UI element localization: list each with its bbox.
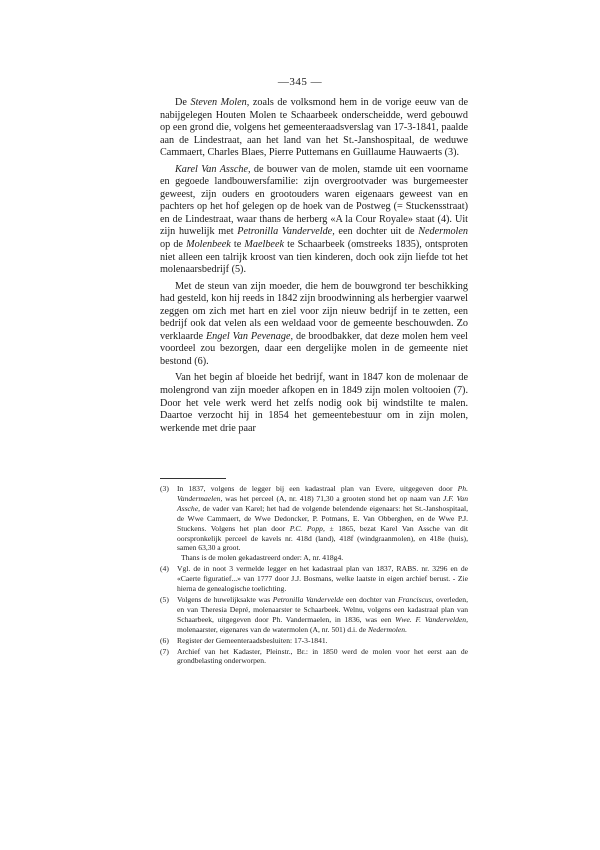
footnote xyxy=(160,564,468,594)
text-span: Volgens de huwelijksakte was xyxy=(177,594,273,604)
italic-name: Wwe. F. Vandervelden, xyxy=(395,614,468,624)
footnote-number: (6) xyxy=(160,635,169,645)
footnote-text: Archief van het Kadaster, Pleinstr., Br.: in 1850 werd de molen voor het eerst aan de grondbelasting onderworpen. xyxy=(177,646,468,666)
italic-name: Nedermolen xyxy=(418,226,468,238)
text-span: zoals de volksmond hem in de vorige eeuw van de nabijgelegen Houten Molen te Schaarbeek onderscheidde, werd gebouwd op een grond die, volgens het gemeenteraadsverslag van 17-3-1841, paalde aan de Lindestraat, aan het land van het St.-Janshospitaal, de weduwe Cammaert, Charles Blaes, Pierre Puttemans en Guillaume Hauwaerts (3). xyxy=(160,97,468,159)
text-span: te Schaarbeek (omstreeks 1835), ontsproten niet alleen een talrijk kroost van tien kinderen, doch ook zijn liefde tot het molenaarsbedrijf (5). xyxy=(160,239,468,276)
italic-name: Steven Molen, xyxy=(190,97,250,108)
footnote-text: Register der Gemeenteraadsbesluiten: 17-3-1841. xyxy=(177,635,328,645)
text-span: te xyxy=(230,239,245,251)
italic-name: Ph. Vandermaelen, xyxy=(177,484,468,503)
text-span: ± 1865, bezat Karel Van Assche van dit oorspronkelijk perceel de kavels nr. 418d (land), 418f (windgraanmolen), en 418e (huis), samen 63,30 a groot. xyxy=(177,523,468,553)
text-span: de bouwer van de molen, stamde uit een voorname en gegoede landbouwersfamilie: zijn overgrootvader was burgemeester geweest, zijn ouders en grootouders waren eigenaars geweest van en pachters op het hof gelegen op de hoek van de Postweg (= Stuckensstraat) en de Lindestraat, waar thans de herberg «A la Cour Royale» staat (4). Uit zijn huwelijk met xyxy=(160,163,468,238)
footnote-divider xyxy=(160,478,226,479)
italic-name: Karel Van Assche, xyxy=(175,163,251,175)
footnote xyxy=(160,595,468,635)
footnote xyxy=(160,636,468,646)
footnote-number: (4) xyxy=(160,564,169,574)
text-span: In 1837, volgens de legger bij een kadastraal plan van Evere, uitgegeven door xyxy=(177,484,458,493)
italic-name: J.F. Van Assche, xyxy=(177,493,468,513)
paragraph xyxy=(160,372,468,435)
italic-name: Engel Van Pevenage, xyxy=(205,330,294,342)
text-span: op de xyxy=(160,239,187,251)
paragraph xyxy=(160,164,468,277)
footnote xyxy=(160,484,468,563)
text-span: een dochter van xyxy=(343,594,398,604)
footnote-text xyxy=(177,595,468,635)
text-span: De xyxy=(175,97,191,108)
italic-name: Franciscus, xyxy=(397,594,434,604)
text-span: een dochter uit de xyxy=(334,226,419,238)
text-span: molenaarster, eigenares van de watermolen (A, nr. 501) d.i. de xyxy=(177,624,368,634)
footnote-number: (7) xyxy=(160,646,169,656)
italic-name: Molenbeek xyxy=(186,239,231,251)
paragraph xyxy=(160,97,468,160)
italic-name: Petronilla Vandervelde xyxy=(272,594,344,604)
footnote-text xyxy=(177,484,468,563)
paragraph xyxy=(160,281,468,369)
footnote-subline: Thans is de molen gekadastreerd onder: A, nr. 418g4. xyxy=(181,553,344,563)
footnote xyxy=(160,647,468,667)
text-span: Met de steun van zijn moeder, die hem de bouwgrond ter beschikking had gesteld, kon hij reeds in 1842 zijn broodwinning als herbergier vaarwel zeggen om zich met hart en ziel voor zijn nieuw bedrijf in te zetten, een bedrijf ook dat velen als een weldaad voor de gemeente beschouwden. Zo verklaarde xyxy=(160,280,468,342)
footnote-number: (3) xyxy=(160,484,169,493)
text-span: overleden, en van Theresia Depré, molenaarster te Schaarbeek. Welnu, volgens een kadastraal plan van Schaarbeek, uitgegeven door Ph. Vandermaelen, in 1836, was een xyxy=(177,594,468,624)
italic-name: Petronilla Vandervelde, xyxy=(237,226,335,238)
text-span: was het perceel (A, nr. 418) 71,30 a grooten stond het op naam van xyxy=(222,493,443,503)
body-text xyxy=(160,97,468,435)
page-number: —345 — xyxy=(277,76,323,88)
text-span: Van het begin af bloeide het bedrijf, want in 1847 kon de molenaar de molengrond van zijn moeder afkopen en in 1849 zijn molen voltooien (7). Door het vele werk werd het zelfs nodig ook bij windstilte te malen. Daartoe verzocht hij in 1854 het gemeentebestuur om in zijn molen, werkende met drie paar xyxy=(160,372,468,434)
text-span: de broodbakker, dat deze molen hem veel voordeel zou bezorgen, daar een dergelijke molen in de gemeente niet bestond (6). xyxy=(160,330,468,367)
text-span: de vader van Karel; het had de volgende belendende eigenaars: het St.-Janshospitaal, de Wwe Cammaert, de Wwe Dedoncker, P. Potmans, E. Van Obberghen, en de Wwe P.J. Stuckens. Volgens het plan door xyxy=(177,503,468,533)
italic-name: P.C. Popp, xyxy=(289,523,325,533)
footnote-number: (5) xyxy=(160,594,169,604)
italic-name: Nedermolen. xyxy=(367,624,407,634)
italic-name: Maelbeek xyxy=(244,239,284,251)
footnote-text: Vgl. de in noot 3 vermelde legger en het kadastraal plan van 1837, RABS. nr. 3296 en de «Caerte figuratief...» van 1777 door J.J. Bosmans, welke laatste in eigen archief berust. - Zie hierna de genealogische toelichting. xyxy=(177,564,468,594)
footnotes xyxy=(160,484,468,667)
